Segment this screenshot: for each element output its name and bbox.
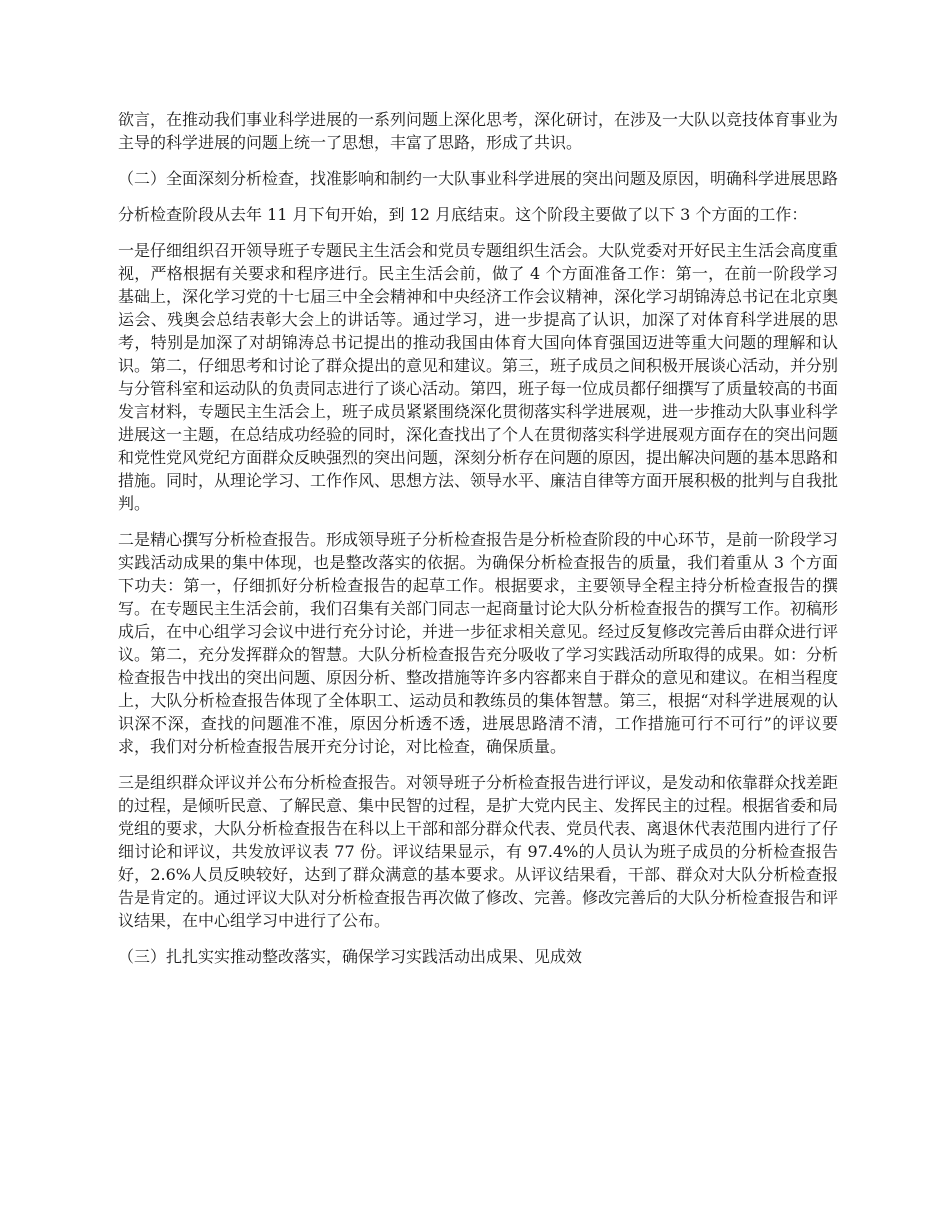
document-page [118, 108, 838, 981]
paragraph-point-one: 一是仔细组织召开领导班子专题民主生活会和党员专题组织生活会。大队党委对开好民主生活会高度重视，严格根据有关要求和程序进行。民主生活会前，做了 4 个方面准备工作：第一，在前一阶段学习基础上，深化学习党的十七届三中全会精神和中央经济工作会议精神，深化学习胡锦涛总书记在北京奥运会、残奥会总结表彰大会上的讲话等。通过学习，进一步提高了认识，加深了对体育科学进展的思考，特别是加深了对胡锦涛总书记提出的推动我国由体育大国向体育强国迈进等重大问题的理解和认识。第二，仔细思考和讨论了群众提出的意见和建议。第三，班子成员之间积极开展谈心活动，并分别与分管科室和运动队的负责同志进行了谈心活动。第四，班子每一位成员都仔细撰写了质量较高的书面发言材料，专题民主生活会上，班子成员紧紧围绕深化贯彻落实科学进展观，进一步推动大队事业科学进展这一主题，在总结成功经验的同时，深化查找出了个人在贯彻落实科学进展观方面存在的突出问题和党性党风党纪方面群众反映强烈的突出问题，深刻分析存在问题的原因，提出解决问题的基本思路和措施。同时，从理论学习、工作作风、思想方法、领导水平、廉洁自律等方面开展积极的批判与自我批判。 [118, 241, 839, 513]
paragraph-point-two: 二是精心撰写分析检查报告。形成领导班子分析检查报告是分析检查阶段的中心环节，是前一阶段学习实践活动成果的集中体现，也是整改落实的依据。为确保分析检查报告的质量，我们着重从 3 个方面下功夫：第一，仔细抓好分析检查报告的起草工作。根据要求，主要领导全程主持分析检查报告的撰写。在专题民主生活会前，我们召集有关部门同志一起商量讨论大队分析检查报告的撰写工作。初稿形成后，在中心组学习会议中进行充分讨论，并进一步征求相关意见。经过反复修改完善后由群众进行评议。第二，充分发挥群众的智慧。大队分析检查报告充分吸收了学习实践活动所取得的成果。如：分析检查报告中找出的突出问题、原因分析、整改措施等许多内容都来自于群众的意见和建议。在相当程度上，大队分析检查报告体现了全体职工、运动员和教练员的集体智慧。第三，根据“对科学进展观的认识深不深，查找的问题准不准，原因分析透不透，进展思路清不清，工作措施可行不可行”的评议要求，我们对分析检查报告展开充分讨论，对比检查，确保质量。 [118, 530, 839, 756]
paragraph-point-three: 三是组织群众评议并公布分析检查报告。对领导班子分析检查报告进行评议，是发动和依靠群众找差距的过程，是倾听民意、了解民意、集中民智的过程，是扩大党内民主、发挥民主的过程。根据省委和局党组的要求，大队分析检查报告在科以上干部和部分群众代表、党员代表、离退休代表范围内进行了仔细讨论和评议，共发放评议表 77 份。评议结果显示，有 97.4%的人员认为班子成员的分析检查报告好，2.6%人员反映较好，达到了群众满意的基本要求。从评议结果看，干部、群众对大队分析检查报告是肯定的。通过评议大队对分析检查报告再次做了修改、完善。修改完善后的大队分析检查报告和评议结果，在中心组学习中进行了公布。 [118, 773, 839, 930]
section-heading-3: （三）扎扎实实推动整改落实，确保学习实践活动出成果、见成效 [118, 947, 583, 966]
paragraph-analysis-overview: 分析检查阶段从去年 11 月下旬开始，到 12 月底结束。这个阶段主要做了以下 3 个方面的工作： [118, 205, 808, 224]
paragraph-intro-continuation: 欲言，在推动我们事业科学进展的一系列问题上深化思考，深化研讨，在涉及一大队以竞技体育事业为主导的科学进展的问题上统一了思想，丰富了思路，形成了共识。 [118, 110, 839, 152]
section-heading-2: （二）全面深刻分析检查，找准影响和制约一大队事业科学进展的突出问题及原因，明确科学进展思路 [118, 169, 839, 188]
